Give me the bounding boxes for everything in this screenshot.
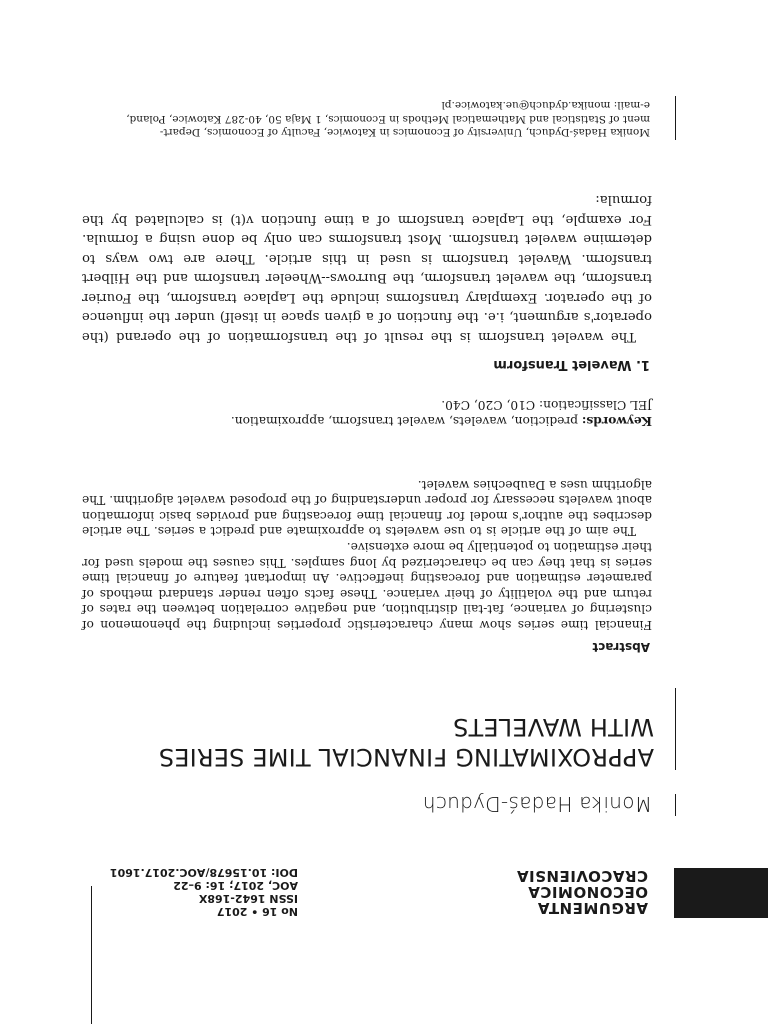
footnote-rule: [675, 96, 676, 140]
footnote-line: e-mail: monika.dyduch@ue.katowice.pl: [441, 99, 650, 112]
jel-line: [82, 397, 652, 413]
abstract-paragraph: Financial time series show many characteristic properties including the phenomenon of clustering of variance, fat-tail distribution, and negative correlation between the rates of return and the volatility of their variance. These facts often render standard methods of parameter estimation and forecasting ineffective. An important feature of financial time series is that they can be characterized by long samples. This causes the models used for their estimation to potentially be more extensive.: [82, 540, 652, 632]
abstract-paragraph: The aim of the article is to use wavelets to approximate and predict a series. The article describes the author's model for financial time forecasting and provides basic information about wavelets necessary for proper understanding of the proposed wavelet algorithm. The algorithm uses a Daubechies wavelet.: [82, 477, 652, 539]
author-rule: [675, 794, 676, 816]
author-affiliation-footnote: [82, 98, 650, 138]
footnote-line: Monika Hadaś-Dyduch, University of Economics in Katowice, Faculty of Economics, Depart-: [159, 126, 650, 138]
keywords-line: [82, 412, 652, 428]
citation: AOC, 2017; 16: 9–22: [173, 879, 298, 892]
title-rule: [675, 688, 676, 770]
article-title: [94, 712, 654, 772]
section-body: [82, 190, 652, 346]
keywords-block: [82, 397, 652, 428]
journal-color-tab: [674, 868, 768, 918]
footnote-line: ment of Statistical and Mathematical Methods in Economics, 1 Maja 50, 40-287 Katowice, Poland,: [126, 112, 650, 125]
issue-info: [58, 866, 298, 918]
abstract-heading: Abstract: [592, 640, 650, 654]
jel-value: C10, C20, C40.: [441, 398, 536, 413]
section-heading: 1. Wavelet Transform: [493, 357, 650, 372]
title-line: APPROXIMATING FINANCIAL TIME SERIES: [158, 743, 654, 771]
abstract-body: [82, 476, 652, 632]
header-rule: [91, 886, 92, 1024]
journal-name-line: ARGUMENTA: [537, 899, 648, 917]
journal-name-line: CRACOVIENSIA: [516, 867, 648, 885]
keywords-label: Keywords:: [581, 414, 652, 428]
author-name: Monika Hadaś-Dyduch: [422, 792, 652, 816]
jel-label: JEL Classification:: [539, 398, 652, 413]
journal-name: [448, 868, 648, 916]
doi: DOI: 10.15678/AOC.2017.1601: [109, 866, 298, 879]
journal-name-line: OECONOMICA: [527, 883, 648, 901]
issue-number: No 16 • 2017: [216, 905, 298, 918]
body-paragraph: The wavelet transform is the result of the transformation of the operand (the operator's argument, i.e. the function of a given space in itself) under the influence of the operator. Exemplary transforms include the Laplace transform, the Fourier transform, the wavelet transform, the Burrows--Wheeler transform and the Hilbert transform. Wavelet transform is used in this article. There are two ways to determine wavelet transform. Most transforms can only be done using a formula. For example, the Laplace transform of a time function v(t) is calculated by the formula:: [82, 192, 652, 344]
title-line: WITH WAVELETS: [452, 713, 654, 741]
keywords-value: prediction, wavelets, wavelet transform, approximation.: [230, 414, 579, 428]
issn: ISSN 1642-168X: [198, 892, 298, 905]
